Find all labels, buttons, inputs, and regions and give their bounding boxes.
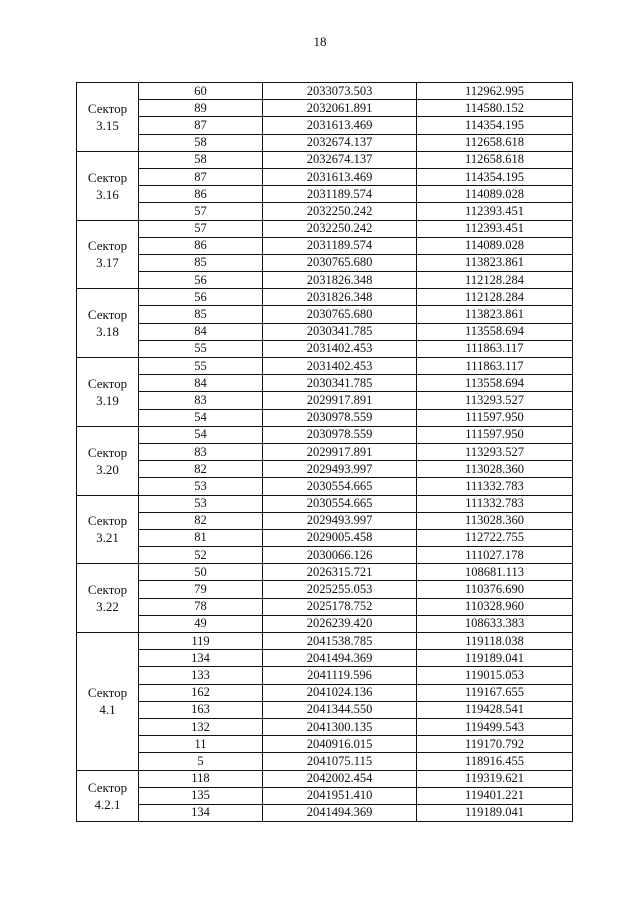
table-row	[77, 203, 573, 220]
table-row	[77, 701, 573, 718]
x-coordinate-cell: 2030066.126	[263, 547, 417, 564]
x-coordinate-cell: 2032061.891	[263, 100, 417, 117]
x-coordinate-cell: 2029493.997	[263, 512, 417, 529]
y-coordinate-cell: 112393.451	[417, 203, 573, 220]
point-number-cell: 163	[139, 701, 263, 718]
table-row	[77, 358, 573, 375]
table-row	[77, 151, 573, 168]
table-row	[77, 461, 573, 478]
x-coordinate-cell: 2032674.137	[263, 151, 417, 168]
sector-label: Сектор 3.18	[77, 289, 139, 358]
table-row	[77, 237, 573, 254]
y-coordinate-cell: 113558.694	[417, 323, 573, 340]
point-number-cell: 83	[139, 443, 263, 460]
x-coordinate-cell: 2042002.454	[263, 770, 417, 787]
point-number-cell: 53	[139, 478, 263, 495]
x-coordinate-cell: 2031826.348	[263, 272, 417, 289]
x-coordinate-cell: 2033073.503	[263, 83, 417, 100]
point-number-cell: 119	[139, 633, 263, 650]
point-number-cell: 87	[139, 117, 263, 134]
y-coordinate-cell: 111332.783	[417, 478, 573, 495]
x-coordinate-cell: 2031826.348	[263, 289, 417, 306]
x-coordinate-cell: 2030978.559	[263, 409, 417, 426]
y-coordinate-cell: 113823.861	[417, 254, 573, 271]
x-coordinate-cell: 2026239.420	[263, 615, 417, 632]
point-number-cell: 85	[139, 254, 263, 271]
table-row	[77, 272, 573, 289]
table-row	[77, 615, 573, 632]
point-number-cell: 87	[139, 168, 263, 185]
coordinates-table	[76, 82, 573, 822]
table-row	[77, 443, 573, 460]
y-coordinate-cell: 119499.543	[417, 718, 573, 735]
table-row	[77, 220, 573, 237]
point-number-cell: 54	[139, 409, 263, 426]
point-number-cell: 78	[139, 598, 263, 615]
x-coordinate-cell: 2029005.458	[263, 529, 417, 546]
point-number-cell: 132	[139, 718, 263, 735]
y-coordinate-cell: 119401.221	[417, 787, 573, 804]
sector-label: Сектор 4.2.1	[77, 770, 139, 822]
y-coordinate-cell: 114354.195	[417, 168, 573, 185]
point-number-cell: 135	[139, 787, 263, 804]
y-coordinate-cell: 119189.041	[417, 804, 573, 821]
y-coordinate-cell: 111027.178	[417, 547, 573, 564]
point-number-cell: 162	[139, 684, 263, 701]
y-coordinate-cell: 113558.694	[417, 375, 573, 392]
y-coordinate-cell: 119118.038	[417, 633, 573, 650]
y-coordinate-cell: 112722.755	[417, 529, 573, 546]
table-row	[77, 564, 573, 581]
x-coordinate-cell: 2029917.891	[263, 443, 417, 460]
sector-label: Сектор 3.22	[77, 564, 139, 633]
point-number-cell: 57	[139, 203, 263, 220]
sector-label: Сектор 3.19	[77, 358, 139, 427]
y-coordinate-cell: 113293.527	[417, 392, 573, 409]
point-number-cell: 81	[139, 529, 263, 546]
y-coordinate-cell: 108633.383	[417, 615, 573, 632]
y-coordinate-cell: 114089.028	[417, 186, 573, 203]
table-row	[77, 100, 573, 117]
x-coordinate-cell: 2025178.752	[263, 598, 417, 615]
table-row	[77, 667, 573, 684]
x-coordinate-cell: 2041344.550	[263, 701, 417, 718]
table-row	[77, 804, 573, 821]
point-number-cell: 5	[139, 753, 263, 770]
table-row	[77, 323, 573, 340]
table-row	[77, 168, 573, 185]
point-number-cell: 52	[139, 547, 263, 564]
y-coordinate-cell: 112128.284	[417, 289, 573, 306]
point-number-cell: 50	[139, 564, 263, 581]
y-coordinate-cell: 111863.117	[417, 358, 573, 375]
y-coordinate-cell: 112962.995	[417, 83, 573, 100]
y-coordinate-cell: 111863.117	[417, 340, 573, 357]
point-number-cell: 85	[139, 306, 263, 323]
sector-label: Сектор 3.17	[77, 220, 139, 289]
table-row	[77, 633, 573, 650]
table-row	[77, 340, 573, 357]
x-coordinate-cell: 2032674.137	[263, 134, 417, 151]
point-number-cell: 57	[139, 220, 263, 237]
x-coordinate-cell: 2041538.785	[263, 633, 417, 650]
y-coordinate-cell: 113823.861	[417, 306, 573, 323]
point-number-cell: 56	[139, 272, 263, 289]
y-coordinate-cell: 113028.360	[417, 461, 573, 478]
x-coordinate-cell: 2041300.135	[263, 718, 417, 735]
x-coordinate-cell: 2040916.015	[263, 736, 417, 753]
x-coordinate-cell: 2041494.369	[263, 650, 417, 667]
point-number-cell: 82	[139, 512, 263, 529]
point-number-cell: 84	[139, 323, 263, 340]
y-coordinate-cell: 111597.950	[417, 426, 573, 443]
table-row	[77, 512, 573, 529]
table-row	[77, 186, 573, 203]
sector-label: Сектор 3.15	[77, 83, 139, 152]
y-coordinate-cell: 108681.113	[417, 564, 573, 581]
x-coordinate-cell: 2030554.665	[263, 478, 417, 495]
x-coordinate-cell: 2030765.680	[263, 306, 417, 323]
y-coordinate-cell: 112393.451	[417, 220, 573, 237]
x-coordinate-cell: 2041494.369	[263, 804, 417, 821]
x-coordinate-cell: 2031189.574	[263, 237, 417, 254]
sector-label: Сектор 3.16	[77, 151, 139, 220]
x-coordinate-cell: 2029493.997	[263, 461, 417, 478]
y-coordinate-cell: 114580.152	[417, 100, 573, 117]
x-coordinate-cell: 2026315.721	[263, 564, 417, 581]
x-coordinate-cell: 2030554.665	[263, 495, 417, 512]
x-coordinate-cell: 2025255.053	[263, 581, 417, 598]
point-number-cell: 89	[139, 100, 263, 117]
table-row	[77, 547, 573, 564]
y-coordinate-cell: 119015.053	[417, 667, 573, 684]
y-coordinate-cell: 114354.195	[417, 117, 573, 134]
y-coordinate-cell: 112658.618	[417, 151, 573, 168]
sector-label: Сектор 3.20	[77, 426, 139, 495]
table-row	[77, 375, 573, 392]
point-number-cell: 55	[139, 340, 263, 357]
table-row	[77, 254, 573, 271]
y-coordinate-cell: 111597.950	[417, 409, 573, 426]
x-coordinate-cell: 2041951.410	[263, 787, 417, 804]
point-number-cell: 86	[139, 237, 263, 254]
table-row	[77, 787, 573, 804]
x-coordinate-cell: 2041024.136	[263, 684, 417, 701]
y-coordinate-cell: 119189.041	[417, 650, 573, 667]
point-number-cell: 11	[139, 736, 263, 753]
x-coordinate-cell: 2029917.891	[263, 392, 417, 409]
y-coordinate-cell: 113028.360	[417, 512, 573, 529]
point-number-cell: 58	[139, 151, 263, 168]
x-coordinate-cell: 2030765.680	[263, 254, 417, 271]
table-row	[77, 426, 573, 443]
page-number: 18	[313, 34, 327, 49]
table-row	[77, 495, 573, 512]
x-coordinate-cell: 2041075.115	[263, 753, 417, 770]
coordinates-table-body	[77, 83, 573, 822]
y-coordinate-cell: 119167.655	[417, 684, 573, 701]
x-coordinate-cell: 2031402.453	[263, 358, 417, 375]
y-coordinate-cell: 118916.455	[417, 753, 573, 770]
table-row	[77, 392, 573, 409]
table-row	[77, 83, 573, 100]
x-coordinate-cell: 2032250.242	[263, 220, 417, 237]
x-coordinate-cell: 2041119.596	[263, 667, 417, 684]
x-coordinate-cell: 2030978.559	[263, 426, 417, 443]
sector-label: Сектор 3.21	[77, 495, 139, 564]
y-coordinate-cell: 119319.621	[417, 770, 573, 787]
x-coordinate-cell: 2031613.469	[263, 168, 417, 185]
x-coordinate-cell: 2032250.242	[263, 203, 417, 220]
y-coordinate-cell: 110328.960	[417, 598, 573, 615]
point-number-cell: 58	[139, 134, 263, 151]
point-number-cell: 54	[139, 426, 263, 443]
y-coordinate-cell: 119428.541	[417, 701, 573, 718]
table-row	[77, 529, 573, 546]
table-row	[77, 409, 573, 426]
table-row	[77, 718, 573, 735]
point-number-cell: 60	[139, 83, 263, 100]
x-coordinate-cell: 2030341.785	[263, 375, 417, 392]
point-number-cell: 118	[139, 770, 263, 787]
table-row	[77, 770, 573, 787]
sector-label: Сектор 4.1	[77, 633, 139, 771]
y-coordinate-cell: 114089.028	[417, 237, 573, 254]
table-row	[77, 478, 573, 495]
y-coordinate-cell: 113293.527	[417, 443, 573, 460]
point-number-cell: 83	[139, 392, 263, 409]
y-coordinate-cell: 110376.690	[417, 581, 573, 598]
point-number-cell: 79	[139, 581, 263, 598]
table-row	[77, 289, 573, 306]
table-row	[77, 598, 573, 615]
y-coordinate-cell: 119170.792	[417, 736, 573, 753]
table-row	[77, 117, 573, 134]
point-number-cell: 86	[139, 186, 263, 203]
point-number-cell: 84	[139, 375, 263, 392]
x-coordinate-cell: 2031189.574	[263, 186, 417, 203]
x-coordinate-cell: 2030341.785	[263, 323, 417, 340]
point-number-cell: 55	[139, 358, 263, 375]
table-row	[77, 650, 573, 667]
y-coordinate-cell: 112128.284	[417, 272, 573, 289]
x-coordinate-cell: 2031402.453	[263, 340, 417, 357]
point-number-cell: 49	[139, 615, 263, 632]
y-coordinate-cell: 111332.783	[417, 495, 573, 512]
point-number-cell: 133	[139, 667, 263, 684]
table-row	[77, 684, 573, 701]
point-number-cell: 53	[139, 495, 263, 512]
x-coordinate-cell: 2031613.469	[263, 117, 417, 134]
point-number-cell: 82	[139, 461, 263, 478]
y-coordinate-cell: 112658.618	[417, 134, 573, 151]
table-row	[77, 306, 573, 323]
point-number-cell: 134	[139, 650, 263, 667]
point-number-cell: 134	[139, 804, 263, 821]
table-row	[77, 581, 573, 598]
point-number-cell: 56	[139, 289, 263, 306]
table-row	[77, 134, 573, 151]
table-row	[77, 753, 573, 770]
table-row	[77, 736, 573, 753]
